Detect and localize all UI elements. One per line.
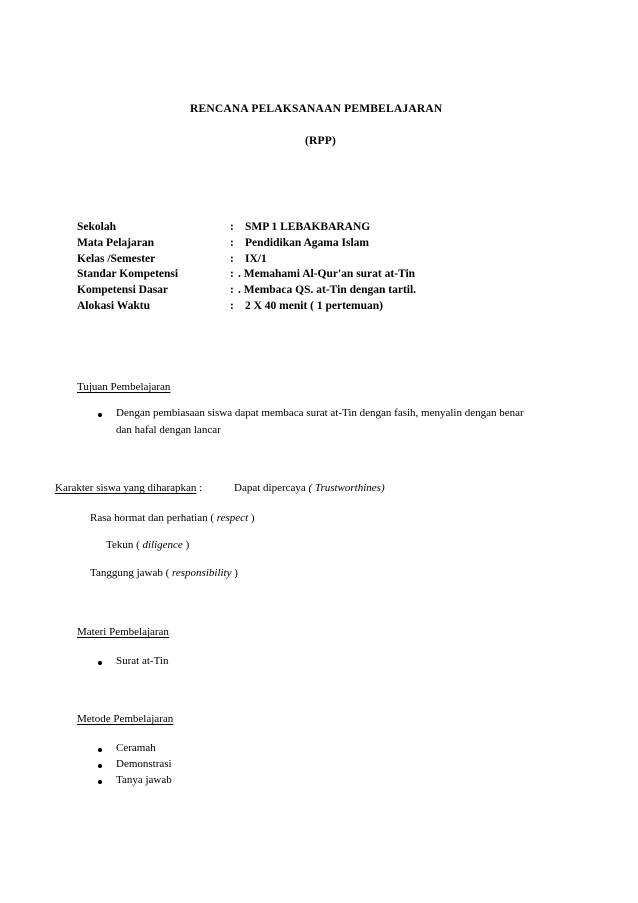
materi-item: Surat at-Tin xyxy=(116,655,169,667)
karakter-item-tail: ) xyxy=(231,567,238,579)
identity-value: 2 X 40 menit ( 1 pertemuan) xyxy=(245,300,383,312)
identity-colon: : xyxy=(230,268,234,280)
identity-label: Sekolah xyxy=(77,221,116,233)
karakter-heading: Karakter siswa yang diharapkan xyxy=(55,482,197,494)
tujuan-item-line: Dengan pembiasaan siswa dapat membaca surat at-Tin dengan fasih, menyalin dengan benar xyxy=(116,407,524,419)
identity-value: IX/1 xyxy=(245,253,267,265)
karakter-heading-row xyxy=(55,482,202,494)
karakter-item xyxy=(90,567,238,579)
karakter-item-text: Dapat dipercaya xyxy=(234,482,306,494)
bullet-icon xyxy=(98,764,102,768)
metode-heading: Metode Pembelajaran xyxy=(77,713,174,725)
karakter-item xyxy=(90,512,255,524)
bullet-icon xyxy=(98,780,102,784)
karakter-item-italic: ( Trustworthines) xyxy=(308,482,385,494)
identity-value: Pendidikan Agama Islam xyxy=(245,237,369,249)
bullet-icon xyxy=(98,661,102,665)
identity-value: . Membaca QS. at-Tin dengan tartil. xyxy=(238,284,417,296)
identity-label: Kelas /Semester xyxy=(77,253,156,265)
identity-label: Mata Pelajaran xyxy=(77,237,154,249)
karakter-item-tail: ) xyxy=(182,539,190,551)
metode-item: Demonstrasi xyxy=(116,758,172,770)
identity-value: SMP 1 LEBAKBARANG xyxy=(245,221,371,233)
karakter-colon: : xyxy=(199,482,203,494)
karakter-item-tail: ) xyxy=(248,512,255,524)
karakter-item-italic: diligence xyxy=(139,539,183,551)
karakter-item xyxy=(106,539,189,551)
identity-colon: : xyxy=(230,284,234,296)
identity-colon: : xyxy=(230,221,234,233)
identity-label: Standar Kompetensi xyxy=(77,268,179,280)
tujuan-item-line: dan hafal dengan lancar xyxy=(116,424,221,436)
karakter-item-text: Rasa hormat dan perhatian ( xyxy=(90,512,215,524)
metode-item: Tanya jawab xyxy=(116,774,172,786)
bullet-icon xyxy=(98,413,102,417)
karakter-item-text: Tanggung jawab ( xyxy=(90,567,170,579)
materi-heading: Materi Pembelajaran xyxy=(77,626,169,638)
identity-colon: : xyxy=(230,300,234,312)
identity-label: Kompetensi Dasar xyxy=(77,284,169,296)
identity-label: Alokasi Waktu xyxy=(77,300,150,312)
tujuan-heading: Tujuan Pembelajaran xyxy=(77,381,171,393)
identity-value: . Memahami Al-Qur'an surat at-Tin xyxy=(238,268,416,280)
bullet-icon xyxy=(98,748,102,752)
karakter-item-italic: respect xyxy=(214,512,249,524)
karakter-item-italic: responsibility xyxy=(169,567,232,579)
metode-item: Ceramah xyxy=(116,742,156,754)
identity-colon: : xyxy=(230,237,234,249)
identity-colon: : xyxy=(230,253,234,265)
karakter-item-text: Tekun ( xyxy=(106,539,140,551)
document-title: RENCANA PELAKSANAAN PEMBELAJARAN xyxy=(190,103,443,115)
karakter-item xyxy=(234,482,385,494)
document-subtitle: (RPP) xyxy=(305,135,337,147)
